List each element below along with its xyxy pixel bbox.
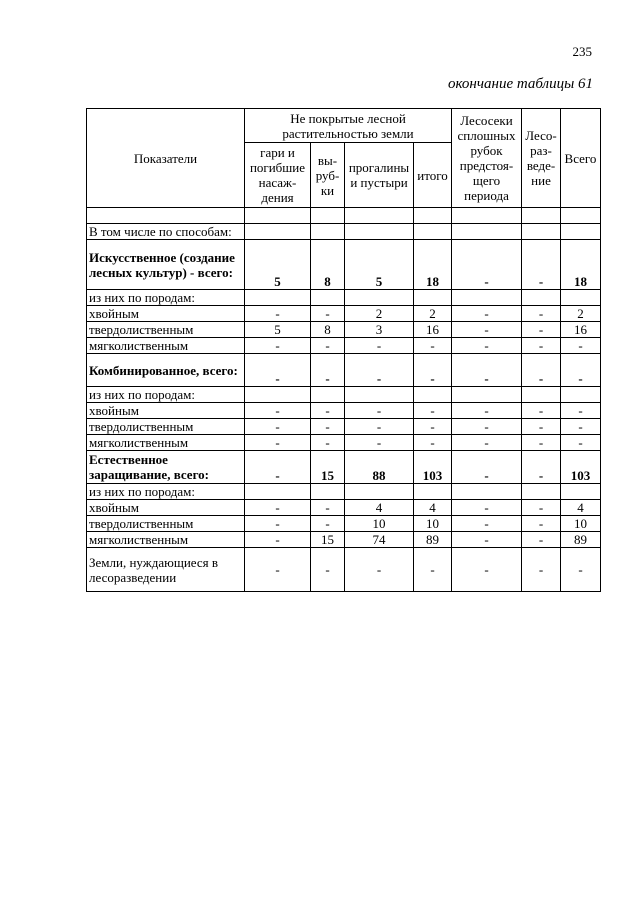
row-value xyxy=(522,290,561,306)
row-value: - xyxy=(245,451,311,484)
row-value: 103 xyxy=(561,451,601,484)
row-value: - xyxy=(452,532,522,548)
row-value: - xyxy=(561,354,601,387)
row-value: - xyxy=(414,548,452,592)
row-value xyxy=(452,387,522,403)
row-value: - xyxy=(522,532,561,548)
row-value xyxy=(561,387,601,403)
row-value: 2 xyxy=(561,306,601,322)
row-value xyxy=(345,484,414,500)
row-value: - xyxy=(522,322,561,338)
row-value: - xyxy=(452,306,522,322)
row-value: - xyxy=(522,419,561,435)
row-value: 2 xyxy=(414,306,452,322)
row-value: - xyxy=(311,516,345,532)
row-value: 103 xyxy=(414,451,452,484)
row-value: - xyxy=(452,451,522,484)
row-value: - xyxy=(522,500,561,516)
row-value: - xyxy=(345,435,414,451)
table-row xyxy=(87,224,601,240)
row-value: - xyxy=(311,403,345,419)
row-label: Комбинированное, всего: xyxy=(87,354,245,387)
row-value: 18 xyxy=(561,240,601,290)
row-value: - xyxy=(311,435,345,451)
row-value: 16 xyxy=(414,322,452,338)
row-label: твердолиственным xyxy=(87,419,245,435)
row-value: - xyxy=(561,548,601,592)
row-value: 5 xyxy=(245,322,311,338)
row-value: - xyxy=(311,500,345,516)
header-cuttings: вы-руб-ки xyxy=(311,143,345,208)
row-value: - xyxy=(245,419,311,435)
row-value: 15 xyxy=(311,451,345,484)
row-value: - xyxy=(414,419,452,435)
table-caption: окончание таблицы 61 xyxy=(447,76,593,92)
row-value: - xyxy=(245,435,311,451)
header-clearings: прогалины и пустыри xyxy=(345,143,414,208)
row-value xyxy=(311,290,345,306)
row-value xyxy=(561,290,601,306)
row-value: - xyxy=(522,435,561,451)
row-value xyxy=(245,387,311,403)
row-value: - xyxy=(452,240,522,290)
row-value xyxy=(245,224,311,240)
row-value: - xyxy=(245,338,311,354)
row-value: 10 xyxy=(561,516,601,532)
row-value: - xyxy=(452,548,522,592)
row-value: - xyxy=(452,338,522,354)
row-value: - xyxy=(414,435,452,451)
row-value: - xyxy=(245,500,311,516)
row-value: 4 xyxy=(345,500,414,516)
row-value: - xyxy=(311,419,345,435)
row-value: - xyxy=(452,354,522,387)
row-value xyxy=(522,484,561,500)
row-value: - xyxy=(561,435,601,451)
row-value xyxy=(311,484,345,500)
header-clearcut-sites: Лесосеки сплошных рубок предстоя-щего периода xyxy=(452,109,522,208)
row-value: 8 xyxy=(311,322,345,338)
table-row xyxy=(87,419,601,435)
row-value: - xyxy=(452,419,522,435)
row-value xyxy=(452,290,522,306)
row-value: - xyxy=(345,419,414,435)
row-value xyxy=(522,387,561,403)
row-value xyxy=(345,387,414,403)
row-label: из них по породам: xyxy=(87,484,245,500)
row-value: - xyxy=(311,548,345,592)
row-value: - xyxy=(561,419,601,435)
row-value: - xyxy=(245,306,311,322)
table-row xyxy=(87,435,601,451)
row-label: Искусственное (создание лесных культур) - всего: xyxy=(87,240,245,290)
row-value: 15 xyxy=(311,532,345,548)
row-value: 18 xyxy=(414,240,452,290)
row-value: - xyxy=(311,338,345,354)
row-value: 4 xyxy=(561,500,601,516)
row-value xyxy=(414,224,452,240)
row-label: Земли, нуждающиеся в лесоразведении xyxy=(87,548,245,592)
header-burned: гари и погибшие насаж-дения xyxy=(245,143,311,208)
row-value: - xyxy=(522,451,561,484)
table-row xyxy=(87,532,601,548)
table-row xyxy=(87,484,601,500)
row-label: из них по породам: xyxy=(87,290,245,306)
row-value xyxy=(414,484,452,500)
row-label: Естественное заращивание, всего: xyxy=(87,451,245,484)
table-row xyxy=(87,240,601,290)
row-value xyxy=(311,387,345,403)
row-value: 5 xyxy=(345,240,414,290)
row-value xyxy=(414,387,452,403)
row-value: 8 xyxy=(311,240,345,290)
row-value: - xyxy=(245,548,311,592)
row-value: 88 xyxy=(345,451,414,484)
row-value: - xyxy=(522,354,561,387)
row-value: - xyxy=(452,322,522,338)
row-value: - xyxy=(311,306,345,322)
row-value xyxy=(245,290,311,306)
row-value: - xyxy=(452,516,522,532)
table-row xyxy=(87,548,601,592)
row-label: из них по породам: xyxy=(87,387,245,403)
row-value: - xyxy=(561,403,601,419)
table-row xyxy=(87,451,601,484)
table-row xyxy=(87,387,601,403)
row-value xyxy=(414,290,452,306)
row-value xyxy=(311,224,345,240)
row-label: хвойным xyxy=(87,403,245,419)
row-value: 10 xyxy=(414,516,452,532)
row-value xyxy=(345,224,414,240)
row-label: мягколиственным xyxy=(87,435,245,451)
table-row xyxy=(87,338,601,354)
row-value: - xyxy=(345,338,414,354)
row-value: 89 xyxy=(561,532,601,548)
row-value xyxy=(522,224,561,240)
row-value: 89 xyxy=(414,532,452,548)
header-not-covered-group: Не покрытые лесной растительностью земли xyxy=(245,109,452,143)
row-value: - xyxy=(245,532,311,548)
row-value xyxy=(245,484,311,500)
row-value: - xyxy=(522,516,561,532)
row-value: 3 xyxy=(345,322,414,338)
header-indicators: Показатели xyxy=(87,109,245,208)
row-value: - xyxy=(311,354,345,387)
row-value: 10 xyxy=(345,516,414,532)
row-value: - xyxy=(345,548,414,592)
row-label: твердолиственным xyxy=(87,322,245,338)
row-value xyxy=(561,484,601,500)
row-value: - xyxy=(452,435,522,451)
table-row xyxy=(87,403,601,419)
row-label: мягколиственным xyxy=(87,532,245,548)
row-value: - xyxy=(452,403,522,419)
row-value: - xyxy=(345,403,414,419)
table-row xyxy=(87,500,601,516)
row-value: - xyxy=(522,338,561,354)
table-row xyxy=(87,290,601,306)
row-value: - xyxy=(414,403,452,419)
row-label: хвойным xyxy=(87,306,245,322)
row-label: мягколиственным xyxy=(87,338,245,354)
row-value: - xyxy=(522,403,561,419)
row-value: - xyxy=(245,516,311,532)
row-value: - xyxy=(245,403,311,419)
table-body xyxy=(87,208,601,592)
row-value: 5 xyxy=(245,240,311,290)
row-value: 2 xyxy=(345,306,414,322)
page-number: 235 xyxy=(572,44,592,59)
row-label: В том числе по способам: xyxy=(87,224,245,240)
table-row xyxy=(87,306,601,322)
header-afforestation: Лесо-раз-веде-ние xyxy=(522,109,561,208)
row-value: - xyxy=(414,354,452,387)
row-value: 16 xyxy=(561,322,601,338)
row-value: - xyxy=(414,338,452,354)
header-subtotal: итого xyxy=(414,143,452,208)
row-value: - xyxy=(561,338,601,354)
row-value xyxy=(452,484,522,500)
row-value xyxy=(561,224,601,240)
spacer-row xyxy=(87,208,601,224)
table-row xyxy=(87,354,601,387)
row-label: твердолиственным xyxy=(87,516,245,532)
row-value xyxy=(345,290,414,306)
forest-data-table xyxy=(86,108,601,592)
row-value: - xyxy=(522,240,561,290)
row-value: - xyxy=(245,354,311,387)
header-total: Всего xyxy=(561,109,601,208)
row-value: - xyxy=(345,354,414,387)
row-value: - xyxy=(522,548,561,592)
row-value: 74 xyxy=(345,532,414,548)
row-value: 4 xyxy=(414,500,452,516)
row-value xyxy=(452,224,522,240)
row-label: хвойным xyxy=(87,500,245,516)
row-value: - xyxy=(522,306,561,322)
table-row xyxy=(87,516,601,532)
row-value: - xyxy=(452,500,522,516)
table-row xyxy=(87,322,601,338)
